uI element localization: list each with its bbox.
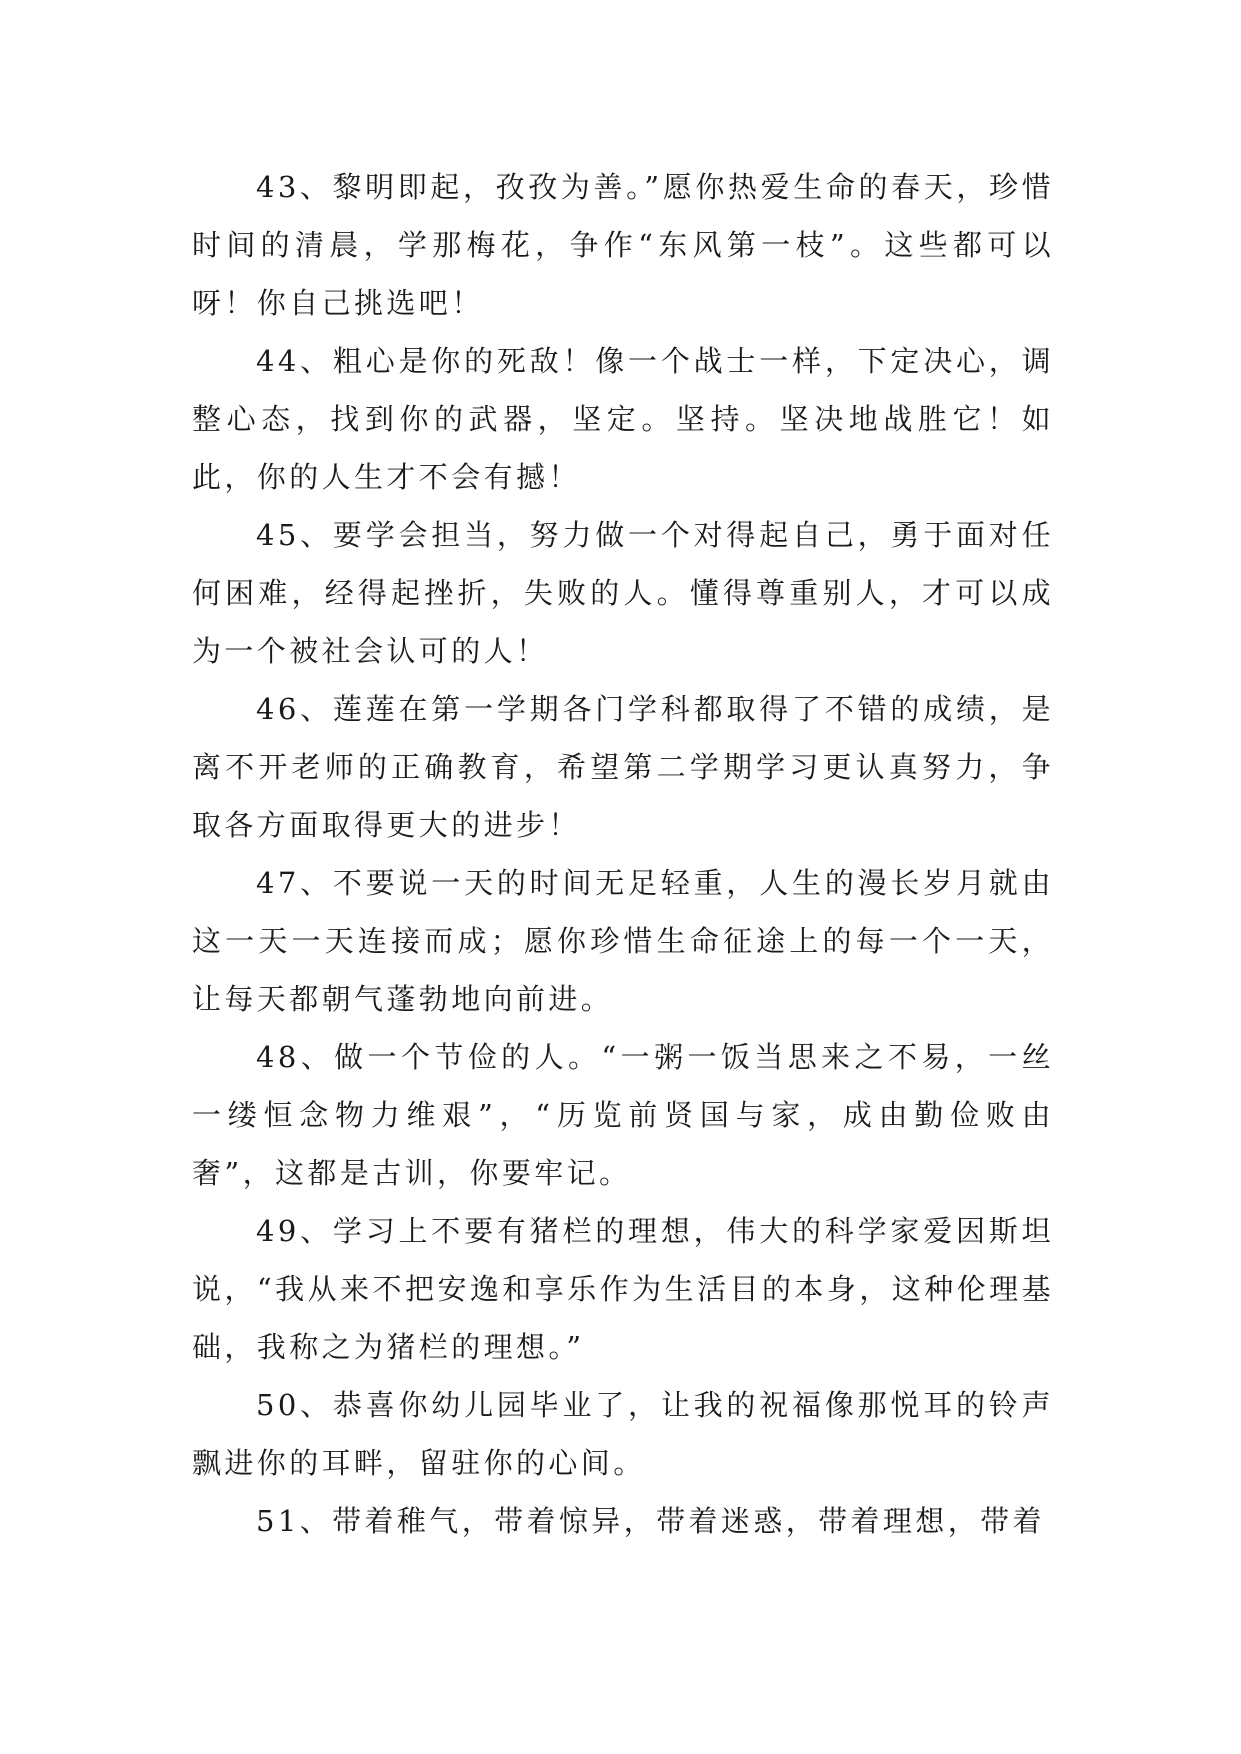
paragraph-51: 51、带着稚气，带着惊异，带着迷惑，带着理想，带着 (256, 1504, 1045, 1538)
paragraph-46: 46、莲莲在第一学期各门学科都取得了不错的成绩，是离不开老师的正确教育，希望第二学期学习更认真努力，争取各方面取得更大的进步！ (192, 692, 1054, 842)
paragraph-50: 50、恭喜你幼儿园毕业了，让我的祝福像那悦耳的铃声飘进你的耳畔，留驻你的心间。 (192, 1388, 1054, 1480)
paragraph-47: 47、不要说一天的时间无足轻重，人生的漫长岁月就由这一天一天连接而成；愿你珍惜生命征途上的每一个一天，让每天都朝气蓬勃地向前进。 (192, 866, 1054, 1016)
paragraph-44: 44、粗心是你的死敌！像一个战士一样，下定决心，调整心态，找到你的武器，坚定。坚持。坚决地战胜它！如此，你的人生才不会有撼！ (192, 344, 1054, 494)
paragraph-43: 43、黎明即起，孜孜为善。”愿你热爱生命的春天，珍惜时间的清晨，学那梅花，争作“东风第一枝”。这些都可以呀！你自己挑选吧！ (192, 170, 1054, 320)
paragraph-48: 48、做一个节俭的人。“一粥一饭当思来之不易，一丝一缕恒念物力维艰”，“历览前贤国与家，成由勤俭败由奢”，这都是古训，你要牢记。 (192, 1040, 1054, 1190)
paragraph-49: 49、学习上不要有猪栏的理想，伟大的科学家爱因斯坦说，“我从来不把安逸和享乐作为生活目的本身，这种伦理基础，我称之为猪栏的理想。” (192, 1214, 1054, 1364)
document-body (192, 158, 1054, 1550)
paragraph-45: 45、要学会担当，努力做一个对得起自己，勇于面对任何困难，经得起挫折，失败的人。懂得尊重别人，才可以成为一个被社会认可的人！ (192, 518, 1054, 668)
